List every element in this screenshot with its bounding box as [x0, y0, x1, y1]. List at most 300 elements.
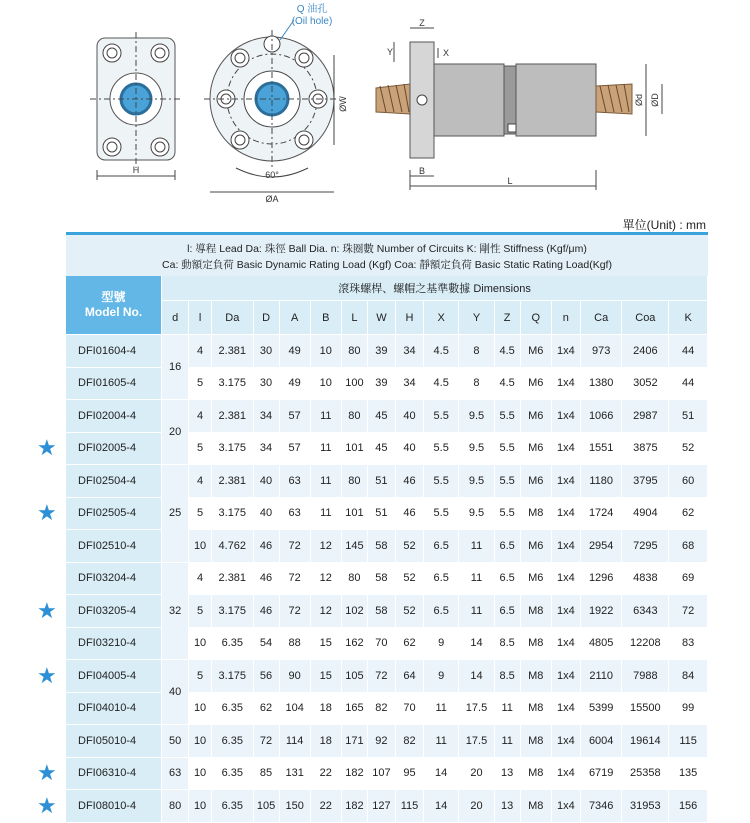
model-number: DFI03204-4: [66, 562, 162, 595]
cell-ca: 1296: [580, 562, 622, 595]
cell-d: 34: [253, 400, 279, 433]
cell-y: 14: [459, 660, 494, 693]
cell-y: 14: [459, 627, 494, 660]
cell-w: 58: [367, 562, 395, 595]
cell-l: 145: [341, 530, 367, 563]
model-number: DFI01604-4: [66, 335, 162, 368]
cell-ca: 1551: [580, 432, 622, 465]
cell-da: 6.35: [212, 627, 254, 660]
cell-coa: 4904: [622, 497, 669, 530]
cell-d: 62: [253, 692, 279, 725]
model-number: DFI03205-4: [66, 595, 162, 628]
cell-h: 46: [395, 465, 423, 498]
cell-ca: 1066: [580, 400, 622, 433]
model-number: DFI05010-4: [66, 725, 162, 758]
cell-q: M8: [520, 595, 551, 628]
oil-hole-label-cn: Q 油孔: [296, 4, 328, 15]
cell-y: 20: [459, 757, 494, 790]
cell-a: 63: [279, 465, 310, 498]
table-body: [66, 335, 708, 823]
dim-a: ØA: [265, 194, 279, 204]
cell-z: 6.5: [494, 530, 520, 563]
column-header-q: Q: [520, 301, 551, 335]
model-number: DFI01605-4: [66, 367, 162, 400]
cell-w: 70: [367, 627, 395, 660]
cell-a: 72: [279, 595, 310, 628]
dim-w: ØW: [338, 96, 348, 112]
model-number: DFI04005-4: [66, 660, 162, 693]
cell-z: 8.5: [494, 627, 520, 660]
cell-ca: 1180: [580, 465, 622, 498]
cell-w: 58: [367, 530, 395, 563]
dim-l: L: [507, 176, 513, 186]
cell-k: 69: [669, 562, 708, 595]
cell-l: 101: [341, 432, 367, 465]
cell-x: 5.5: [424, 432, 459, 465]
cell-n: 1x4: [551, 562, 580, 595]
cell-y: 11: [459, 595, 494, 628]
cell-q: M6: [520, 400, 551, 433]
cell-d: 46: [253, 562, 279, 595]
model-number: DFI02005-4: [66, 432, 162, 465]
shaft-diameter-cell: 32: [162, 562, 189, 660]
cell-x: 5.5: [424, 497, 459, 530]
cell-l: 171: [341, 725, 367, 758]
cell-z: 11: [494, 725, 520, 758]
cell-d: 40: [253, 465, 279, 498]
column-header-a: A: [279, 301, 310, 335]
column-header-b: B: [310, 301, 341, 335]
cell-k: 72: [669, 595, 708, 628]
featured-star-icon: ★: [37, 662, 57, 688]
cell-da: 6.35: [212, 757, 254, 790]
cell-k: 68: [669, 530, 708, 563]
cell-d: 30: [253, 367, 279, 400]
cell-k: 115: [669, 725, 708, 758]
cell-y: 17.5: [459, 692, 494, 725]
cell-l: 10: [189, 692, 212, 725]
featured-star-icon: ★: [37, 500, 57, 526]
cell-a: 131: [279, 757, 310, 790]
cell-h: 82: [395, 725, 423, 758]
cell-x: 11: [424, 725, 459, 758]
cell-ca: 5399: [580, 692, 622, 725]
cell-coa: 3052: [622, 367, 669, 400]
cell-q: M8: [520, 660, 551, 693]
cell-ca: 6004: [580, 725, 622, 758]
cell-x: 14: [424, 790, 459, 823]
cell-d: 54: [253, 627, 279, 660]
cell-l: 182: [341, 790, 367, 823]
cell-coa: 31953: [622, 790, 669, 823]
cell-z: 5.5: [494, 432, 520, 465]
column-header-d: D: [253, 301, 279, 335]
cell-a: 72: [279, 530, 310, 563]
cell-x: 9: [424, 627, 459, 660]
cell-d: 30: [253, 335, 279, 368]
cell-coa: 3875: [622, 432, 669, 465]
cell-z: 5.5: [494, 497, 520, 530]
cell-h: 70: [395, 692, 423, 725]
cell-ca: 1724: [580, 497, 622, 530]
column-header-k: K: [669, 301, 708, 335]
cell-l: 80: [341, 465, 367, 498]
cell-l: 4: [189, 562, 212, 595]
cell-ca: 1380: [580, 367, 622, 400]
cell-a: 49: [279, 335, 310, 368]
table-row: [66, 790, 708, 823]
cell-q: M8: [520, 725, 551, 758]
column-header-y: Y: [459, 301, 494, 335]
cell-a: 72: [279, 562, 310, 595]
cell-da: 3.175: [212, 432, 254, 465]
dimensions-header: 滾珠螺桿、螺帽之基準數據 Dimensions: [162, 276, 708, 301]
cell-l: 101: [341, 497, 367, 530]
cell-k: 62: [669, 497, 708, 530]
cell-k: 99: [669, 692, 708, 725]
cell-q: M8: [520, 790, 551, 823]
cell-q: M8: [520, 757, 551, 790]
cell-ca: 2110: [580, 660, 622, 693]
cell-d: 40: [253, 497, 279, 530]
cell-y: 20: [459, 790, 494, 823]
cell-x: 11: [424, 692, 459, 725]
cell-x: 5.5: [424, 465, 459, 498]
model-header-cn: 型號: [101, 290, 126, 304]
cell-n: 1x4: [551, 757, 580, 790]
cell-q: M8: [520, 692, 551, 725]
cell-n: 1x4: [551, 595, 580, 628]
column-header-row: [66, 301, 708, 335]
cell-l: 10: [189, 627, 212, 660]
column-header-h: H: [395, 301, 423, 335]
cell-a: 57: [279, 432, 310, 465]
cell-l: 165: [341, 692, 367, 725]
dim-z: Z: [419, 18, 425, 28]
cell-x: 5.5: [424, 400, 459, 433]
cell-w: 107: [367, 757, 395, 790]
cell-coa: 4838: [622, 562, 669, 595]
cell-l: 5: [189, 432, 212, 465]
cell-a: 63: [279, 497, 310, 530]
cell-q: M6: [520, 530, 551, 563]
table-row: [66, 465, 708, 498]
cell-b: 11: [310, 465, 341, 498]
cell-w: 82: [367, 692, 395, 725]
cell-z: 8.5: [494, 660, 520, 693]
cell-l: 80: [341, 400, 367, 433]
shaft-diameter-cell: 50: [162, 725, 189, 758]
cell-ca: 6719: [580, 757, 622, 790]
dim-d: Ød: [634, 93, 644, 107]
cell-x: 14: [424, 757, 459, 790]
cell-y: 9.5: [459, 465, 494, 498]
cell-l: 105: [341, 660, 367, 693]
featured-star-icon: ★: [37, 760, 57, 786]
shaft-diameter-cell: 63: [162, 757, 189, 790]
cell-l: 10: [189, 790, 212, 823]
cell-d: 46: [253, 530, 279, 563]
cell-w: 39: [367, 367, 395, 400]
table-row: [66, 400, 708, 433]
cell-b: 18: [310, 692, 341, 725]
cell-l: 10: [189, 757, 212, 790]
featured-star-icon: ★: [37, 435, 57, 461]
cell-d: 85: [253, 757, 279, 790]
cell-x: 9: [424, 660, 459, 693]
cell-q: M6: [520, 465, 551, 498]
cell-h: 64: [395, 660, 423, 693]
cell-l: 100: [341, 367, 367, 400]
shaft-diameter-cell: 80: [162, 790, 189, 823]
column-header-x: X: [424, 301, 459, 335]
cell-y: 9.5: [459, 400, 494, 433]
cell-coa: 19614: [622, 725, 669, 758]
cell-da: 3.175: [212, 367, 254, 400]
cell-b: 10: [310, 367, 341, 400]
legend-box: [66, 232, 708, 276]
cell-n: 1x4: [551, 725, 580, 758]
cell-b: 12: [310, 530, 341, 563]
cell-q: M8: [520, 497, 551, 530]
model-number: DFI03210-4: [66, 627, 162, 660]
cell-ca: 973: [580, 335, 622, 368]
cell-k: 44: [669, 367, 708, 400]
cell-da: 2.381: [212, 562, 254, 595]
model-header: [66, 276, 162, 335]
cell-k: 135: [669, 757, 708, 790]
cell-z: 11: [494, 692, 520, 725]
cell-y: 8: [459, 335, 494, 368]
cell-w: 51: [367, 465, 395, 498]
cell-k: 156: [669, 790, 708, 823]
cell-b: 18: [310, 725, 341, 758]
cell-l: 5: [189, 660, 212, 693]
column-header-l: L: [341, 301, 367, 335]
model-number: DFI02004-4: [66, 400, 162, 433]
cell-x: 6.5: [424, 562, 459, 595]
cell-ca: 4805: [580, 627, 622, 660]
cell-n: 1x4: [551, 497, 580, 530]
cell-b: 11: [310, 497, 341, 530]
technical-drawing: [0, 0, 750, 215]
cell-x: 6.5: [424, 595, 459, 628]
cell-y: 11: [459, 562, 494, 595]
cell-a: 150: [279, 790, 310, 823]
cell-d: 105: [253, 790, 279, 823]
cell-x: 6.5: [424, 530, 459, 563]
featured-star-icon: ★: [37, 597, 57, 623]
model-number: DFI02510-4: [66, 530, 162, 563]
cell-a: 57: [279, 400, 310, 433]
cell-w: 72: [367, 660, 395, 693]
cell-h: 95: [395, 757, 423, 790]
column-header-coa: Coa: [622, 301, 669, 335]
cell-z: 6.5: [494, 562, 520, 595]
cell-n: 1x4: [551, 432, 580, 465]
cell-coa: 25358: [622, 757, 669, 790]
column-header-d: d: [162, 301, 189, 335]
cell-n: 1x4: [551, 335, 580, 368]
spec-table: [66, 276, 708, 823]
dim-b: B: [418, 166, 426, 176]
column-header-w: W: [367, 301, 395, 335]
cell-l: 102: [341, 595, 367, 628]
shaft-diameter-cell: 40: [162, 660, 189, 725]
model-number: DFI06310-4: [66, 757, 162, 790]
cell-y: 11: [459, 530, 494, 563]
cell-l: 4: [189, 400, 212, 433]
model-number: DFI02505-4: [66, 497, 162, 530]
shaft-diameter-cell: 25: [162, 465, 189, 563]
cell-coa: 2987: [622, 400, 669, 433]
cell-l: 5: [189, 367, 212, 400]
cell-l: 162: [341, 627, 367, 660]
legend-line-1: l: 導程 Lead Da: 珠徑 Ball Dia. n: 珠圈數 Number of Circuits K: 剛性 Stiffness (Kgf/μm): [187, 243, 587, 255]
cell-d: 34: [253, 432, 279, 465]
cell-b: 11: [310, 432, 341, 465]
column-header-z: Z: [494, 301, 520, 335]
cell-coa: 7295: [622, 530, 669, 563]
cell-b: 12: [310, 595, 341, 628]
cell-z: 4.5: [494, 335, 520, 368]
cell-coa: 12208: [622, 627, 669, 660]
cell-a: 88: [279, 627, 310, 660]
cell-da: 6.35: [212, 692, 254, 725]
cell-da: 2.381: [212, 335, 254, 368]
cell-y: 9.5: [459, 497, 494, 530]
cell-h: 40: [395, 432, 423, 465]
cell-b: 22: [310, 757, 341, 790]
cell-z: 13: [494, 757, 520, 790]
unit-label: 單位(Unit) : mm: [622, 218, 706, 232]
cell-da: 3.175: [212, 497, 254, 530]
cell-l: 10: [189, 530, 212, 563]
cell-w: 45: [367, 400, 395, 433]
cell-h: 52: [395, 562, 423, 595]
cell-z: 5.5: [494, 400, 520, 433]
cell-w: 127: [367, 790, 395, 823]
cell-h: 52: [395, 595, 423, 628]
cell-h: 34: [395, 367, 423, 400]
cell-h: 34: [395, 335, 423, 368]
cell-a: 114: [279, 725, 310, 758]
cell-k: 52: [669, 432, 708, 465]
cell-q: M6: [520, 335, 551, 368]
cell-n: 1x4: [551, 692, 580, 725]
cell-l: 5: [189, 497, 212, 530]
shaft-diameter-cell: 20: [162, 400, 189, 465]
dim-60: 60°: [265, 170, 279, 180]
cell-q: M6: [520, 562, 551, 595]
oil-hole-label-en: (Oil hole): [291, 16, 333, 27]
cell-h: 115: [395, 790, 423, 823]
model-number: DFI02504-4: [66, 465, 162, 498]
dim-h: H: [132, 165, 140, 175]
cell-n: 1x4: [551, 400, 580, 433]
cell-d: 56: [253, 660, 279, 693]
model-number: DFI04010-4: [66, 692, 162, 725]
column-header-l: l: [189, 301, 212, 335]
cell-ca: 7346: [580, 790, 622, 823]
cell-y: 17.5: [459, 725, 494, 758]
cell-z: 4.5: [494, 367, 520, 400]
cell-z: 6.5: [494, 595, 520, 628]
cell-q: M6: [520, 432, 551, 465]
cell-k: 60: [669, 465, 708, 498]
dim-d-outer: ØD: [650, 93, 660, 107]
cell-y: 8: [459, 367, 494, 400]
cell-da: 3.175: [212, 595, 254, 628]
cell-k: 51: [669, 400, 708, 433]
cell-n: 1x4: [551, 465, 580, 498]
cell-h: 62: [395, 627, 423, 660]
cell-k: 84: [669, 660, 708, 693]
cell-h: 40: [395, 400, 423, 433]
cell-z: 13: [494, 790, 520, 823]
cell-n: 1x4: [551, 627, 580, 660]
cell-da: 2.381: [212, 465, 254, 498]
cell-l: 4: [189, 335, 212, 368]
cell-q: M8: [520, 627, 551, 660]
cell-a: 90: [279, 660, 310, 693]
cell-z: 5.5: [494, 465, 520, 498]
cell-da: 3.175: [212, 660, 254, 693]
cell-coa: 6343: [622, 595, 669, 628]
cell-d: 72: [253, 725, 279, 758]
cell-a: 104: [279, 692, 310, 725]
table-row: [66, 660, 708, 693]
shaft-diameter-cell: 16: [162, 335, 189, 400]
cell-da: 4.762: [212, 530, 254, 563]
cell-w: 92: [367, 725, 395, 758]
cell-l: 182: [341, 757, 367, 790]
cell-b: 10: [310, 335, 341, 368]
cell-b: 22: [310, 790, 341, 823]
cell-x: 4.5: [424, 335, 459, 368]
cell-n: 1x4: [551, 660, 580, 693]
cell-n: 1x4: [551, 790, 580, 823]
cell-w: 39: [367, 335, 395, 368]
cell-h: 46: [395, 497, 423, 530]
table-row: [66, 335, 708, 368]
cell-coa: 3795: [622, 465, 669, 498]
cell-da: 6.35: [212, 725, 254, 758]
cell-da: 6.35: [212, 790, 254, 823]
cell-w: 51: [367, 497, 395, 530]
cell-h: 52: [395, 530, 423, 563]
cell-ca: 2954: [580, 530, 622, 563]
cell-n: 1x4: [551, 530, 580, 563]
cell-l: 80: [341, 335, 367, 368]
cell-l: 5: [189, 595, 212, 628]
column-header-da: Da: [212, 301, 254, 335]
model-number: DFI08010-4: [66, 790, 162, 823]
cell-l: 4: [189, 465, 212, 498]
column-header-n: n: [551, 301, 580, 335]
cell-k: 83: [669, 627, 708, 660]
cell-b: 15: [310, 660, 341, 693]
cell-b: 11: [310, 400, 341, 433]
cell-w: 58: [367, 595, 395, 628]
cell-b: 15: [310, 627, 341, 660]
dim-x: X: [442, 48, 450, 58]
table-row: [66, 725, 708, 758]
cell-w: 45: [367, 432, 395, 465]
cell-ca: 1922: [580, 595, 622, 628]
cell-coa: 7988: [622, 660, 669, 693]
legend-line-2: Ca: 動額定負荷 Basic Dynamic Rating Load (Kgf) Coa: 靜額定負荷 Basic Static Rating Load(Kgf): [162, 259, 612, 271]
